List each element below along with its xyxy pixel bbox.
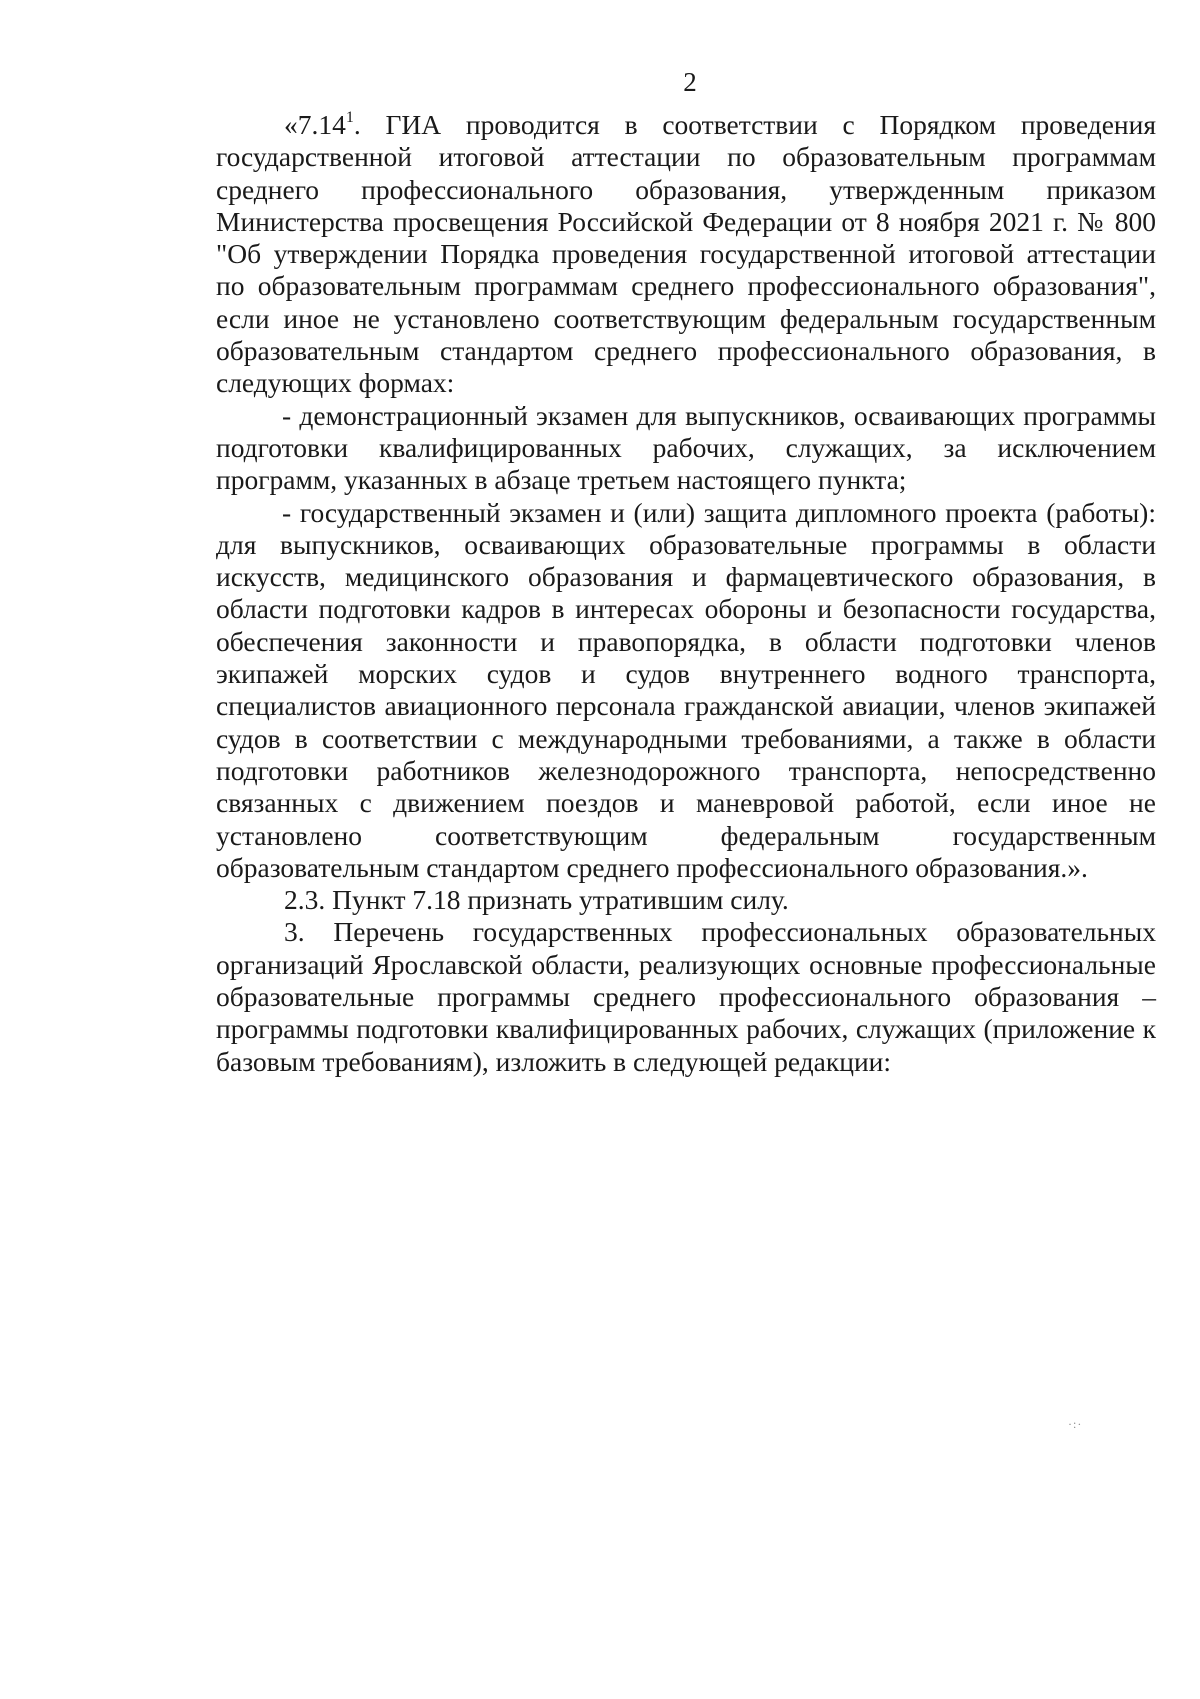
paragraph-2-3: 2.3. Пункт 7.18 признать утратившим силу. [284, 884, 789, 916]
paragraph-3: 3. Перечень государственных профессиональных образовательных организаций Ярославской области, реализующих основные профессиональные образовательные программы среднего профессионального образования – программы подготовки квалифицированных рабочих, служащих (приложение к базовым требованиям), изложить в следующей редакции: [216, 916, 1156, 1077]
paragraph-state-exam: - государственный экзамен и (или) защита дипломного проекта (работы): для выпускников, осваивающих образовательные программы в области искусств, медицинского образования и фармацевтического образования, в области подготовки кадров в интересах обороны и безопасности государства, обеспечения законности и правопорядка, в области подготовки членов экипажей морских судов и судов внутреннего водного транспорта, специалистов авиационного персонала гражданской авиации, членов экипажей судов в соответствии с международными требованиями, а также в области подготовки работников железнодорожного транспорта, непосредственно связанных с движением поездов и маневровой работой, если иное не установлено соответствующим федеральным государственным образовательным стандартом среднего профессионального образования.». [216, 496, 1156, 883]
paragraph-7-14-1 [216, 109, 1156, 400]
scan-speck: ·:· [1068, 1417, 1083, 1431]
page-number: 2 [683, 67, 697, 97]
document-body [216, 109, 1156, 1078]
paragraph-demo-exam: - демонстрационный экзамен для выпускников, осваивающих программы подготовки квалифицированных рабочих, служащих, за исключением программ, указанных в абзаце третьем настоящего пункта; [216, 399, 1156, 496]
paragraph-text: . ГИА проводится в соответствии с Порядком проведения государственной итоговой аттестации по образовательным программам среднего профессионального образования, утвержденным приказом Министерства просвещения Российской Федерации от 8 ноября 2021 г. № 800 "Об утверждении Порядка проведения государственной итоговой аттестации по образовательным программам среднего профессионального образования", если иное не установлено соответствующим федеральным государственным образовательным стандартом среднего профессионального образования, в следующих формах: [216, 109, 1156, 399]
clause-superscript: 1 [345, 108, 354, 126]
clause-number: «7.14 [284, 109, 346, 140]
